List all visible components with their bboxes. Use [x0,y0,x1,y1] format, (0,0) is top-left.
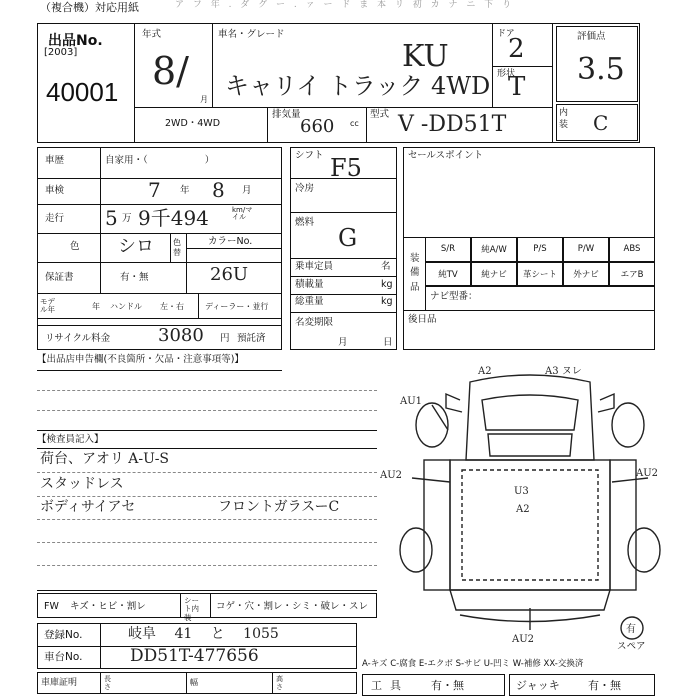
defects-bar [37,593,377,622]
modelyear-unit: 年 [92,302,100,311]
equipment-item: ABS [609,237,655,262]
bed-inner [462,470,598,580]
equipment-item: P/W [563,237,609,262]
shape-label: 形状 [497,69,516,79]
mark-center-a: U3 [514,486,529,497]
shift-label: シフト [295,150,324,161]
inspection-month: 8 [212,178,225,202]
mileage-man: 5 [105,206,118,230]
arrow-left-upper [432,405,448,430]
vehicle-name-value: キャリイ トラック 4WD [225,72,491,100]
tools-cell [362,674,505,696]
cert-width: 幅 [190,678,198,687]
history-value: 自家用・（ ） [105,155,215,166]
type-value: V -DD51T [398,112,507,137]
mirror-left [446,394,462,412]
sales-point-label: セールスポイント [408,150,484,161]
arrow-left-mid [412,478,450,482]
cert-length: 長さ [104,675,111,691]
name-change-month: 月 [338,337,348,348]
equipment-item: 革シート [517,262,563,287]
score-label: 評価点 [577,31,606,42]
recycle-value: 3080 [158,325,204,346]
capacity-unit: 名 [381,261,391,272]
cab-outline [466,375,594,460]
equipment-item: エアB [609,262,655,287]
doors-label: ドア [497,29,515,39]
name-change-day: 日 [383,337,393,348]
navi-label: ナビ型番： [430,291,478,302]
mark-top-left: A2 [478,366,492,377]
displacement-label: 排気量 [272,109,301,120]
header-faint-text: ア フ 年 . ダ グ ー . ァ ー ド ま 本 リ 初 カ ナ ニ 下 り [175,0,515,10]
color-label: 色 [70,241,80,252]
model-year-value: 8/ [152,49,189,93]
inspector-line-3: ボディサイアセ [40,499,136,515]
modelyear-label: モデル年 [40,297,55,315]
name-change-label: 名変期限 [295,317,334,328]
wheel-rear-right [628,528,660,572]
dealer-label: ディーラー・並行 [205,302,269,311]
windshield [482,395,578,430]
mark-bottom: AU2 [512,634,535,645]
equipment-item: 外ナビ [563,262,609,287]
shape-value: T [508,72,526,102]
lot-year-stamp: [2003] [44,47,78,58]
jack-cell [509,674,655,696]
chassis-value: DD51T-477656 [130,646,259,666]
equipment-label: 装備品 [410,253,420,293]
mirror-right [598,394,614,412]
recycle-label: リサイクル料金 [45,333,111,344]
wheel-rear-left [400,528,432,572]
recycle-deposit: 預託済 [237,333,266,344]
cert-row [37,672,357,694]
interior-cell [556,104,638,141]
lot-label: 出品No. [48,33,103,49]
inspector-label: 【検査員記入】 [37,434,104,445]
seat-label: シート内装 [184,596,199,622]
history-label: 車歴 [45,155,65,166]
wheel-front-left [416,403,448,447]
handle-label: ハンドル [110,302,142,311]
mileage-unit: km/マイル [232,206,253,221]
spare-mark: 有 [626,624,636,635]
color-no-label: カラーNo. [208,236,253,247]
score-cell [556,26,638,102]
fuel-label: 燃料 [295,217,315,228]
ac-label: 冷房 [295,183,315,194]
mark-top-right: A3 ヌレ [545,366,582,377]
seat-defects: コゲ・穴・割レ・シミ・破レ・スレ [216,601,369,612]
cert-label: 車庫証明 [41,678,78,688]
mileage-rest: 9千494 [138,206,209,230]
inspector-line-3-right: フロントガラスーC [218,499,340,515]
color-no-value: 26U [210,264,249,285]
inspection-label: 車検 [45,185,65,196]
spare-label: スペア [617,641,646,652]
tools-label: 工具 [371,679,409,692]
equipment-item: 純ナビ [471,262,517,287]
wheel-front-right [612,403,644,447]
bed-outline [450,460,610,590]
vehicle-name-label: 車名・グレード [218,29,285,40]
interior-value: C [593,111,609,135]
form-note: （複合機）対応用紙 [40,1,139,14]
model-year-suffix: 月 [200,95,208,104]
mark-left-mid: AU2 [380,470,403,481]
equipment-item: S/R [425,237,471,262]
inspector-line-1: 荷台、アオリ A-U-S [40,451,170,467]
car-diagram [380,360,680,650]
registration-label: 登録No. [44,629,83,641]
shift-value: F5 [330,154,362,182]
color-value: シロ [118,236,154,257]
score-value: 3.5 [577,52,625,87]
chassis-label: 車台No. [44,651,83,663]
inspector-line-2: スタッドレス [40,476,124,492]
color-change-label: 色替 [173,238,181,257]
fuel-value: G [338,224,358,252]
jack-label: ジャッキ [516,679,560,692]
inspection-year: 7 [148,178,161,202]
handle-value: 左・右 [160,302,184,311]
capacity-label: 乗車定員 [295,261,334,272]
equipment-item: 純A/W [471,237,517,262]
jack-value: 有・無 [588,679,621,692]
damage-legend: A-キズ C-腐食 E-エクボ S-サビ U-凹ミ W-補修 XX-交換済 [362,659,584,669]
displacement-unit: cc [350,119,359,128]
inspection-month-unit: 月 [242,185,252,196]
cab-roof [488,434,572,456]
displacement-value: 660 [300,116,335,137]
fw-defects: キズ・ヒビ・割レ [70,601,146,612]
lot-cell [37,23,135,143]
registration-value: 岐阜 41 と 1055 [128,626,279,642]
fw-label: FW [44,601,59,612]
model-year-label: 年式 [142,29,162,40]
mileage-man-unit: 万 [122,213,132,224]
tailgate [450,590,610,610]
gross-unit: kg [381,296,393,307]
cert-height: 高さ [276,675,283,691]
tools-value: 有・無 [431,679,464,692]
mileage-label: 走行 [45,213,65,224]
recycle-unit: 円 [220,333,230,344]
load-unit: kg [381,279,393,290]
equipment-item: 純TV [425,262,471,287]
drive-label: 2WD・4WD [165,118,221,129]
doors-value: 2 [508,34,525,64]
gross-label: 総重量 [295,296,324,307]
warranty-label: 保証書 [45,272,74,283]
inspection-year-unit: 年 [180,185,190,196]
mark-center-b: A2 [516,504,530,515]
load-label: 積載量 [295,279,324,290]
vehicle-name-code: KU [402,39,449,74]
type-label: 型式 [370,109,390,120]
declaration-label: 【出品店申告欄(不良箇所・欠品・注意事項等)】 [37,354,244,365]
lot-number: 40001 [46,77,119,107]
interior-label: 内装 [559,108,569,130]
mark-right-mid: AU2 [636,468,659,479]
equipment-item: P/S [517,237,563,262]
mark-left-upper: AU1 [400,396,423,407]
warranty-value: 有・無 [120,272,149,283]
aftermarket-label: 後日品 [408,314,437,325]
